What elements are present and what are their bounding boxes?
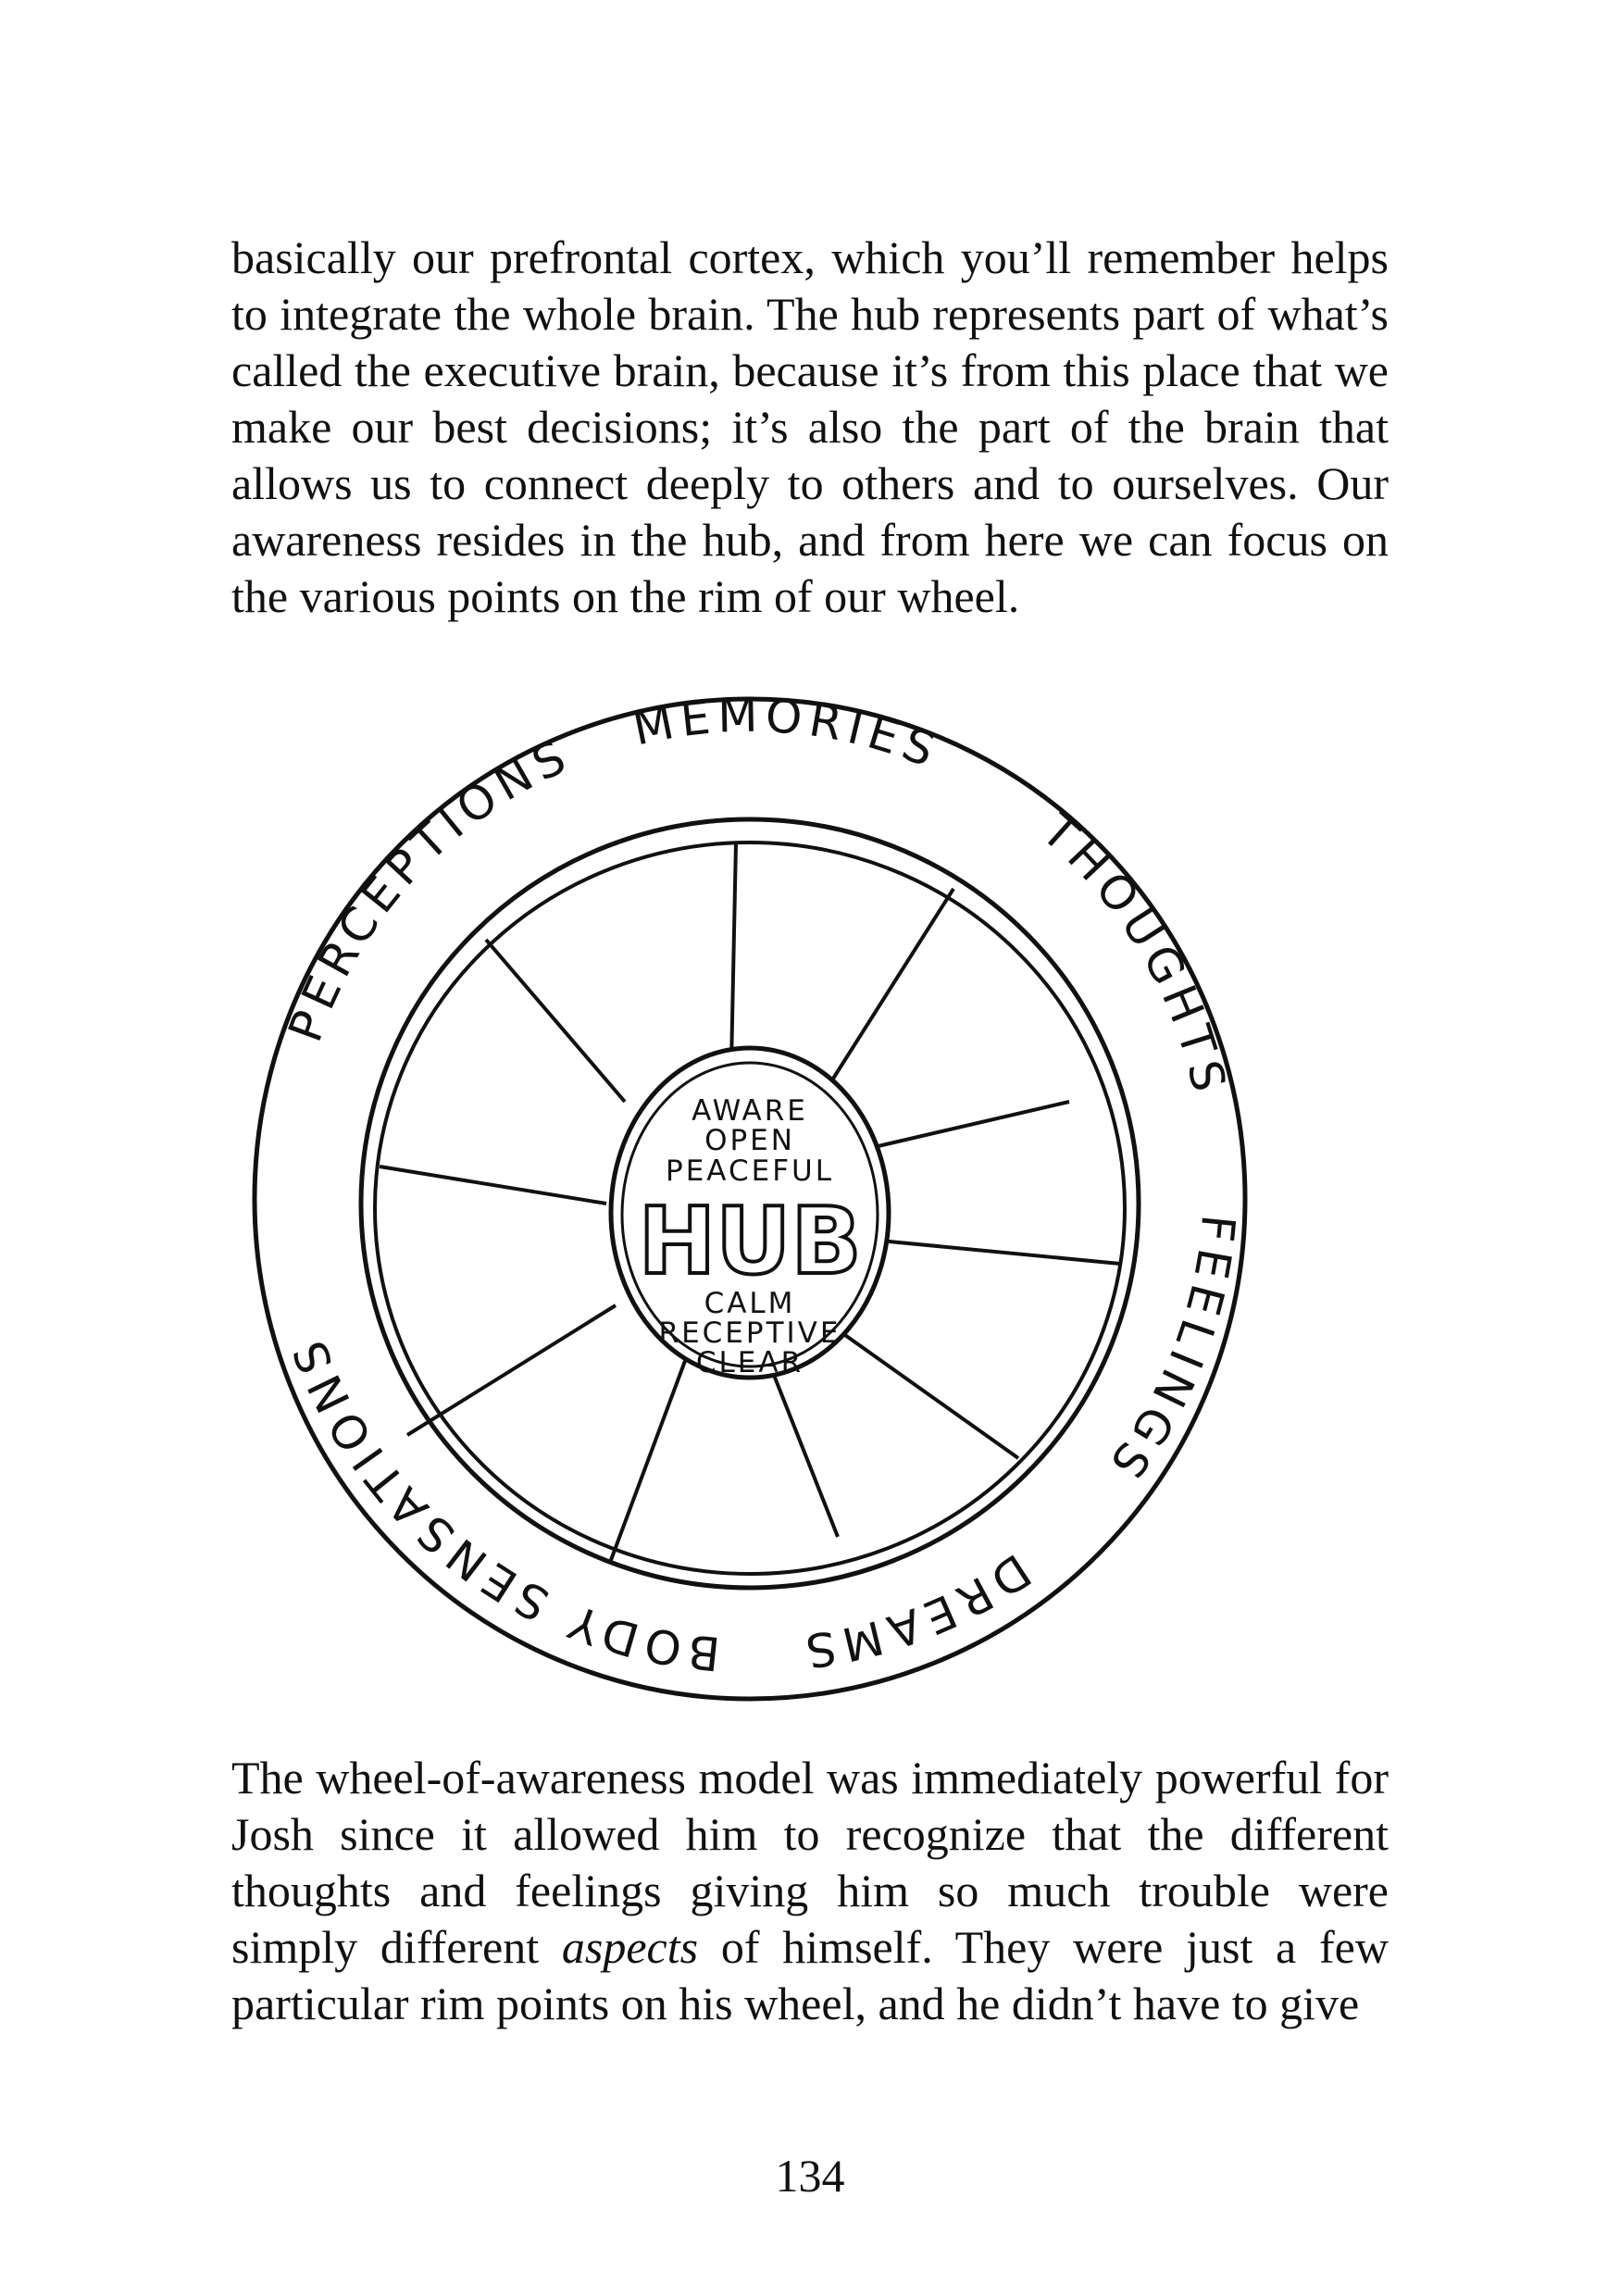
page-number: 134 [775,2150,845,2202]
hub-word-calm: CALM [704,1287,796,1320]
hub-word-peaceful: PEACEFUL [666,1154,834,1188]
wheel-of-awareness-illustration [231,667,1268,1703]
paragraph-text-before-italic: The wheel-of-awareness model was immediately powerful for Josh since it allowed him to recognize that the different thoughts and feelings giving him so much trouble were simply different [231,1752,1389,1973]
rim-label-thoughts: THOUGHTS [1031,803,1238,1103]
hub-word-receptive: RECEPTIVE [658,1316,841,1350]
paragraph-text-after-italic: of himself. They were just a few particular rim points on his wheel, and he didn’t have to give [231,1921,1389,2029]
hub-title: HUB [638,1187,862,1295]
hub-word-aware: AWARE [692,1094,808,1128]
body-paragraph-2 [231,1750,1389,2032]
hub-word-open: OPEN [704,1124,795,1157]
rim-label-perceptions: PERCEPTIONS [278,727,579,1049]
rim-label-memories: MEMORIES [628,688,949,780]
rim-label-body-sensations: BODY SENSATIONS [280,1328,723,1681]
rim-label-dreams: DREAMS [796,1542,1041,1679]
hub-word-clear: CLEAR [695,1346,804,1379]
body-paragraph: basically our prefrontal cortex, which you’ll remember helps to integrate the whole brain. The hub represents part of what’s called the executive brain, because it’s from this place that we make our best decisions; it’s also the part of the brain that allows us to connect deeply to others and to ourselves. Our awareness resides in the hub, and from here we can focus on the various points on the rim of our wheel. [231,231,1389,622]
rim-label-feelings: FEELINGS [1096,1212,1246,1493]
paragraph-italic-aspects: aspects [561,1921,699,1973]
